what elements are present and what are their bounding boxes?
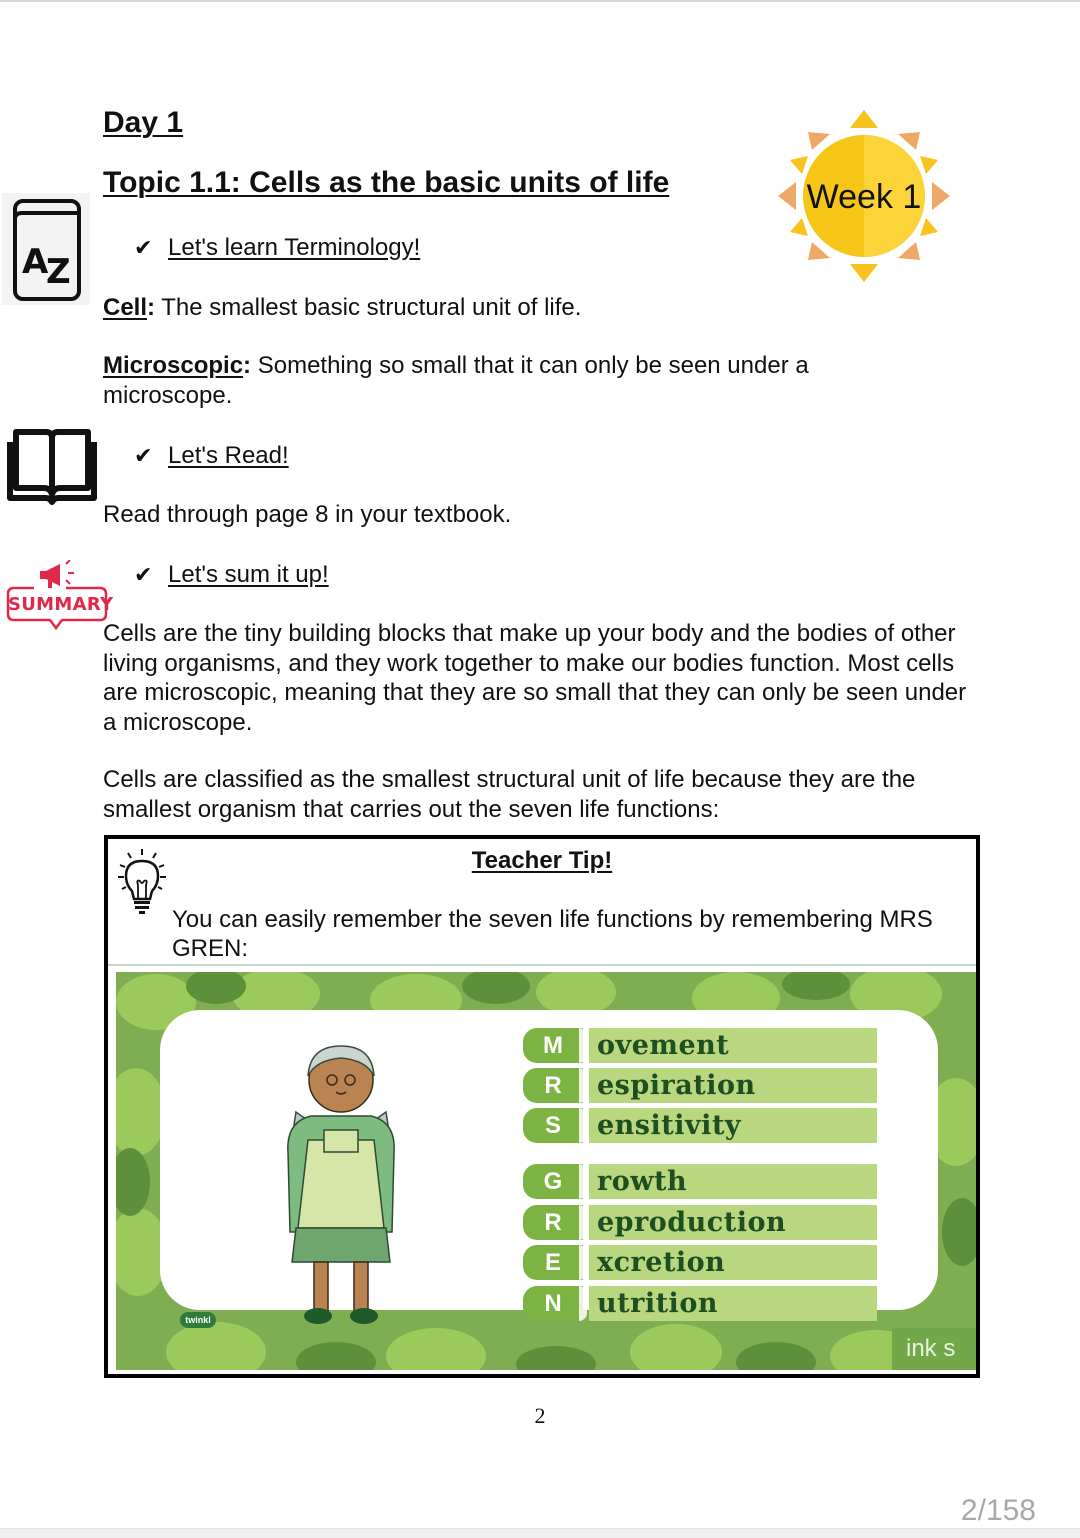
summary-paragraph-2: Cells are classified as the smallest structural unit of life because they are the smallest organism that carries out the seven life functions: <box>103 766 916 823</box>
summary-icon-label: SUMMARY <box>8 594 114 615</box>
week-sun-badge <box>778 110 950 282</box>
term-cell: Cell <box>103 294 148 321</box>
mrs-letter: G <box>523 1164 583 1199</box>
summary-megaphone-icon <box>4 560 114 632</box>
term-microscopic: Microscopic <box>103 352 244 379</box>
mrs-row <box>523 1068 877 1103</box>
poster-link-tab: ink s <box>892 1328 976 1370</box>
definition-microscopic: Microscopic: Something so small that it can only be seen under a microscope. <box>103 352 809 409</box>
terminology-label: Let's learn Terminology! <box>168 234 421 261</box>
section-terminology <box>134 234 420 262</box>
mrs-row <box>523 1245 877 1280</box>
checkmark-icon: ✔ <box>134 443 153 468</box>
mrs-letter: R <box>523 1068 583 1103</box>
read-label: Let's Read! <box>168 442 289 469</box>
day-heading: Day 1 <box>103 106 184 139</box>
section-read <box>134 442 289 470</box>
teacher-tip-title: Teacher Tip! <box>471 847 613 874</box>
section-summary <box>134 561 329 589</box>
mrs-row <box>523 1205 877 1240</box>
summary-label: Let's sum it up! <box>168 561 329 588</box>
read-instruction: Read through page 8 in your textbook. <box>103 501 512 528</box>
tip-divider <box>108 964 976 966</box>
definition-text: Something so small that it can only be seen under a microscope. <box>103 352 809 409</box>
twinkl-logo: twinkl <box>180 1312 216 1328</box>
definition-cell: Cell: The smallest basic structural unit of life. <box>103 294 582 321</box>
mrs-word: espiration <box>589 1068 877 1103</box>
mrs-letter: N <box>523 1286 583 1321</box>
mrs-word: eproduction <box>589 1205 877 1240</box>
mrs-row <box>523 1108 877 1143</box>
mrs-letter: E <box>523 1245 583 1280</box>
teacher-tip-text: You can easily remember the seven life functions by remembering MRS GREN: <box>172 906 933 962</box>
mrs-word: xcretion <box>589 1245 877 1280</box>
topic-heading: Topic 1.1: Cells as the basic units of life <box>103 166 670 199</box>
mrs-letter: M <box>523 1028 583 1063</box>
dictionary-az-icon <box>2 193 90 305</box>
svg-text:Z: Z <box>46 252 71 292</box>
mrs-word: ensitivity <box>589 1108 877 1143</box>
page-number: 2 <box>534 1403 546 1428</box>
checkmark-icon: ✔ <box>134 235 153 260</box>
grandma-illustration <box>266 1032 416 1332</box>
mrs-row <box>523 1164 877 1199</box>
week-label: Week 1 <box>806 178 922 216</box>
definition-text: The smallest basic structural unit of life. <box>155 294 582 321</box>
mrs-word: ovement <box>589 1028 877 1063</box>
mrs-word: rowth <box>589 1164 877 1199</box>
teacher-tip-box <box>104 835 980 1378</box>
mrs-gren-poster <box>116 972 976 1370</box>
mrs-row <box>523 1286 877 1321</box>
open-book-icon <box>6 418 98 506</box>
checkmark-icon: ✔ <box>134 562 153 587</box>
summary-paragraph-1: Cells are the tiny building blocks that make up your body and the bodies of other living organisms, and they work together to make our bodies function. Most cells are microscopic, meaning that they are so small that they can only be seen under a microscope. <box>103 620 967 736</box>
mrs-letter: S <box>523 1108 583 1143</box>
mrs-letter: R <box>523 1205 583 1240</box>
page-counter: 2/158 <box>960 1494 1036 1527</box>
mrs-word: utrition <box>589 1286 877 1321</box>
mrs-row <box>523 1028 877 1063</box>
viewer-top-edge <box>0 0 1080 2</box>
svg-text:A: A <box>22 242 49 282</box>
